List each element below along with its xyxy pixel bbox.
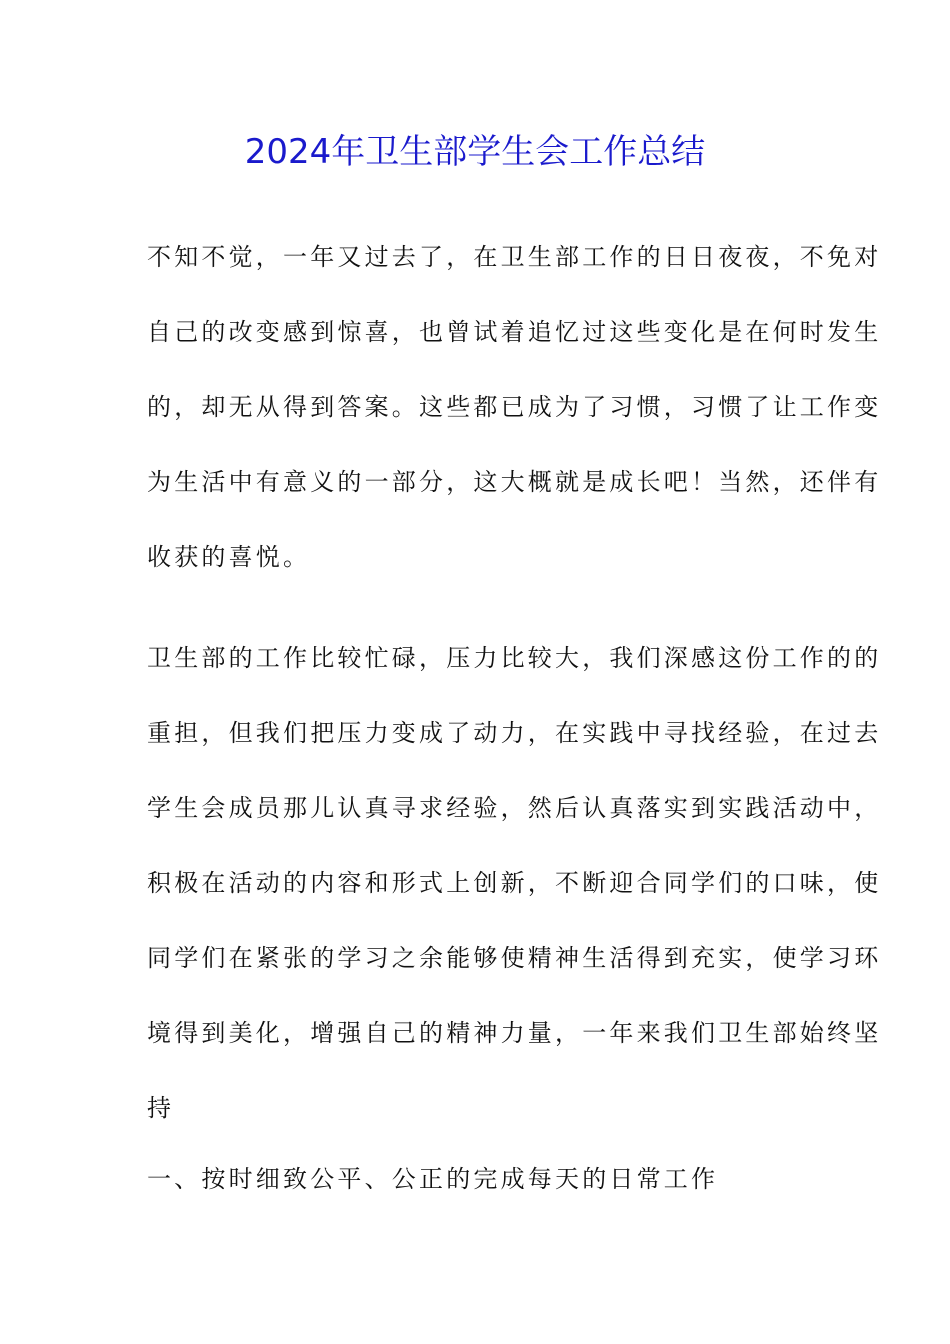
paragraph-line: 重担，但我们把压力变成了动力，在实践中寻找经验，在过去	[147, 719, 882, 747]
paragraph-line: 境得到美化，增强自己的精神力量，一年来我们卫生部始终坚	[147, 1019, 882, 1047]
paragraph-line: 的，却无从得到答案。这些都已成为了习惯，习惯了让工作变	[147, 393, 882, 421]
document-title: 2024年卫生部学生会工作总结	[244, 132, 706, 172]
paragraph-line: 不知不觉，一年又过去了，在卫生部工作的日日夜夜，不免对	[147, 243, 882, 271]
paragraph-line: 积极在活动的内容和形式上创新，不断迎合同学们的口味，使	[147, 869, 882, 897]
section-heading-text: 一、按时细致公平、公正的完成每天的日常工作	[147, 1165, 719, 1193]
paragraph-line: 同学们在紧张的学习之余能够使精神生活得到充实，使学习环	[147, 944, 882, 972]
paragraph-line: 为生活中有意义的一部分，这大概就是成长吧！当然，还伴有	[147, 468, 882, 496]
paragraph-line: 卫生部的工作比较忙碌，压力比较大，我们深感这份工作的的	[147, 644, 882, 672]
paragraph-line: 自己的改变感到惊喜，也曾试着追忆过这些变化是在何时发生	[147, 318, 882, 346]
paragraph-line: 持	[147, 1094, 175, 1122]
paragraph-line: 学生会成员那儿认真寻求经验，然后认真落实到实践活动中，	[147, 794, 882, 822]
paragraph-line: 收获的喜悦。	[147, 543, 311, 571]
